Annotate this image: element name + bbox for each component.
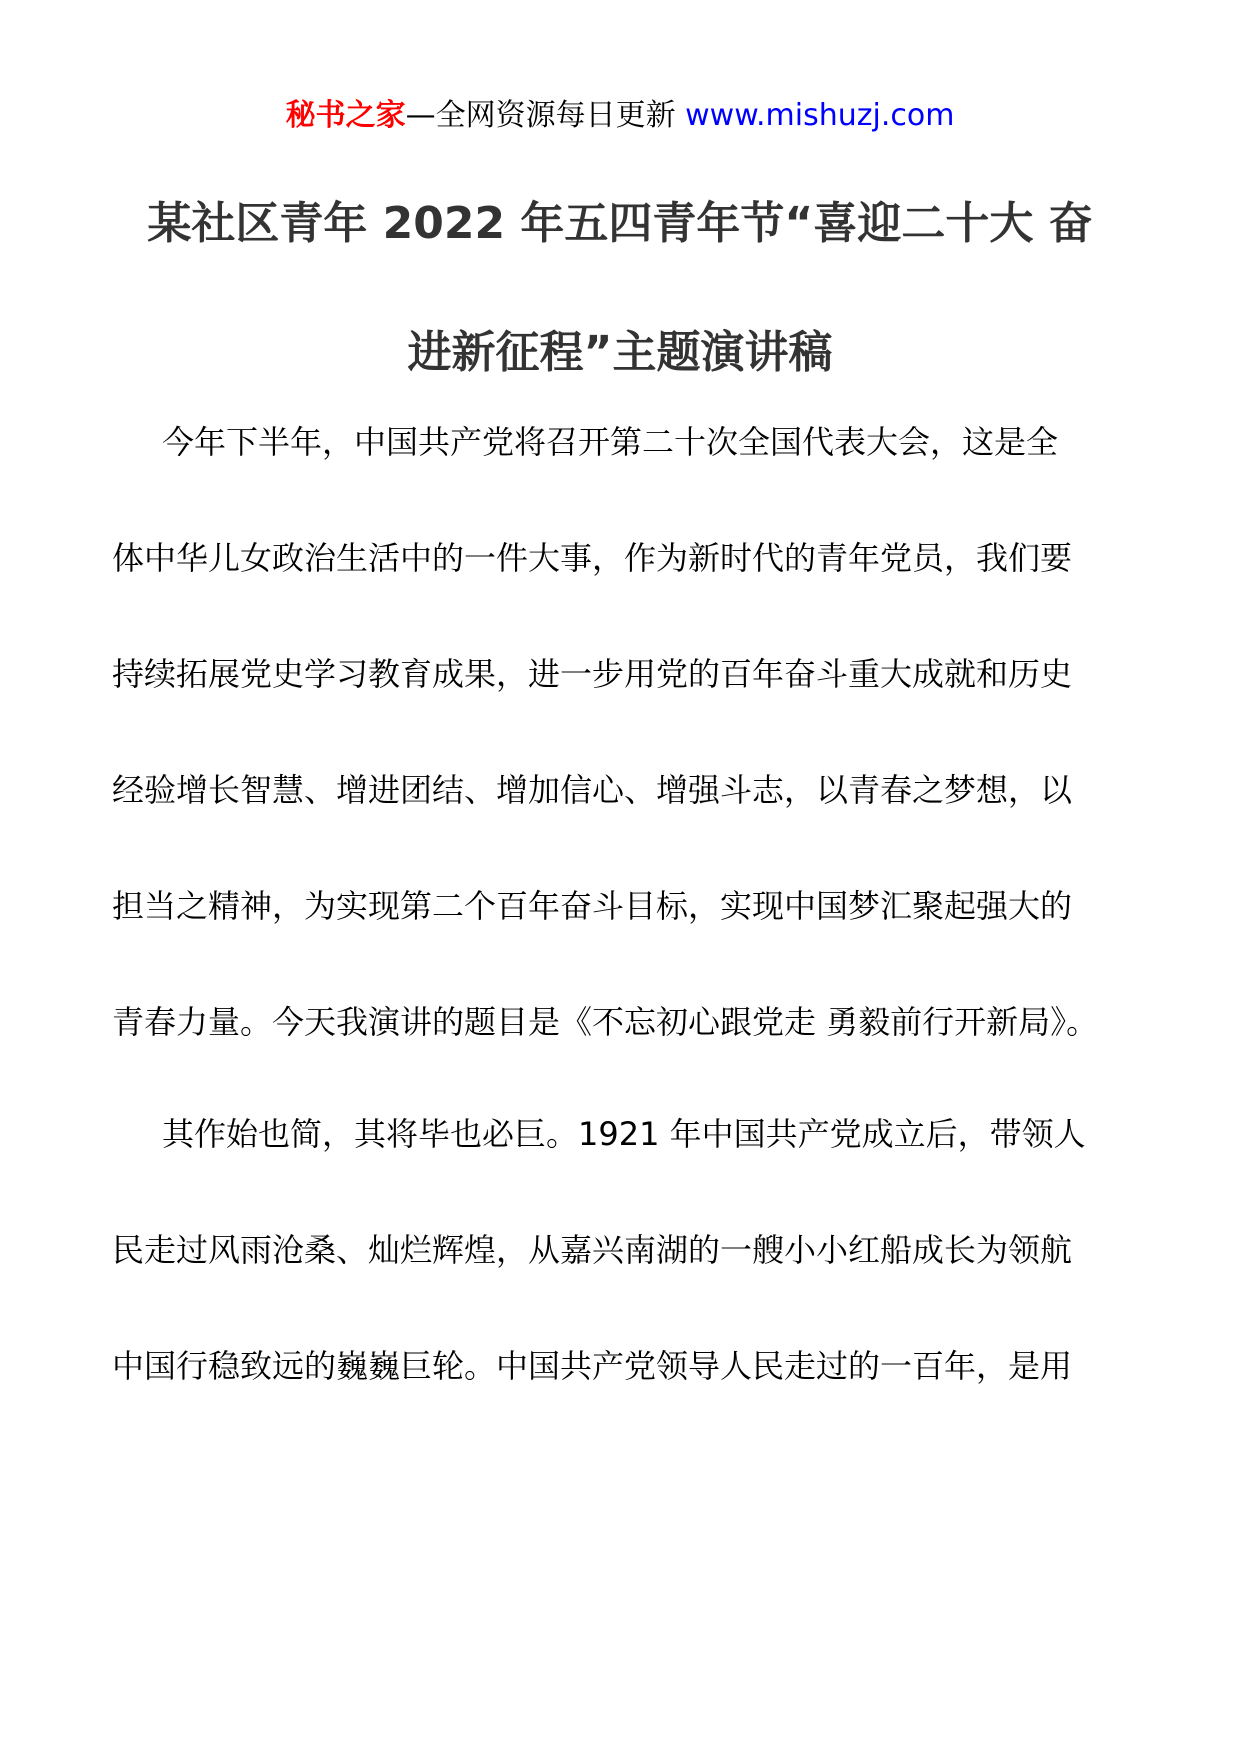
document-title-line-1: 某社区青年 2022 年五四青年节“喜迎二十大 奋 — [147, 198, 1093, 249]
paragraph-line: 体中华儿女政治生活中的一件大事，作为新时代的青年党员，我们要 — [112, 539, 1073, 577]
header-tagline: —全网资源每日更新 — [405, 98, 686, 133]
header-url[interactable]: www.mishuzj.com — [685, 98, 955, 133]
paragraph-line: 经验增长智慧、增进团结、增加信心、增强斗志，以青春之梦想，以 — [112, 771, 1073, 809]
paragraph-line: 青春力量。今天我演讲的题目是《不忘初心跟党走 勇毅前行开新局》。 — [112, 1003, 1099, 1041]
paragraph-line: 担当之精神，为实现第二个百年奋斗目标，实现中国梦汇聚起强大的 — [112, 887, 1073, 925]
header-watermark-line — [0, 96, 1240, 136]
paragraph-line: 民走过风雨沧桑、灿烂辉煌，从嘉兴南湖的一艘小小红船成长为领航 — [112, 1231, 1073, 1269]
header-brand: 秘书之家 — [285, 98, 406, 133]
document-title-line-2: 进新征程”主题演讲稿 — [407, 327, 833, 378]
paragraph-line: 其作始也简，其将毕也必巨。1921 年中国共产党成立后，带领人 — [162, 1115, 1086, 1153]
paragraph-line: 中国行稳致远的巍巍巨轮。中国共产党领导人民走过的一百年，是用 — [112, 1347, 1073, 1385]
paragraph-line: 持续拓展党史学习教育成果，进一步用党的百年奋斗重大成就和历史 — [112, 655, 1073, 693]
paragraph-line: 今年下半年，中国共产党将召开第二十次全国代表大会，这是全 — [162, 423, 1059, 461]
